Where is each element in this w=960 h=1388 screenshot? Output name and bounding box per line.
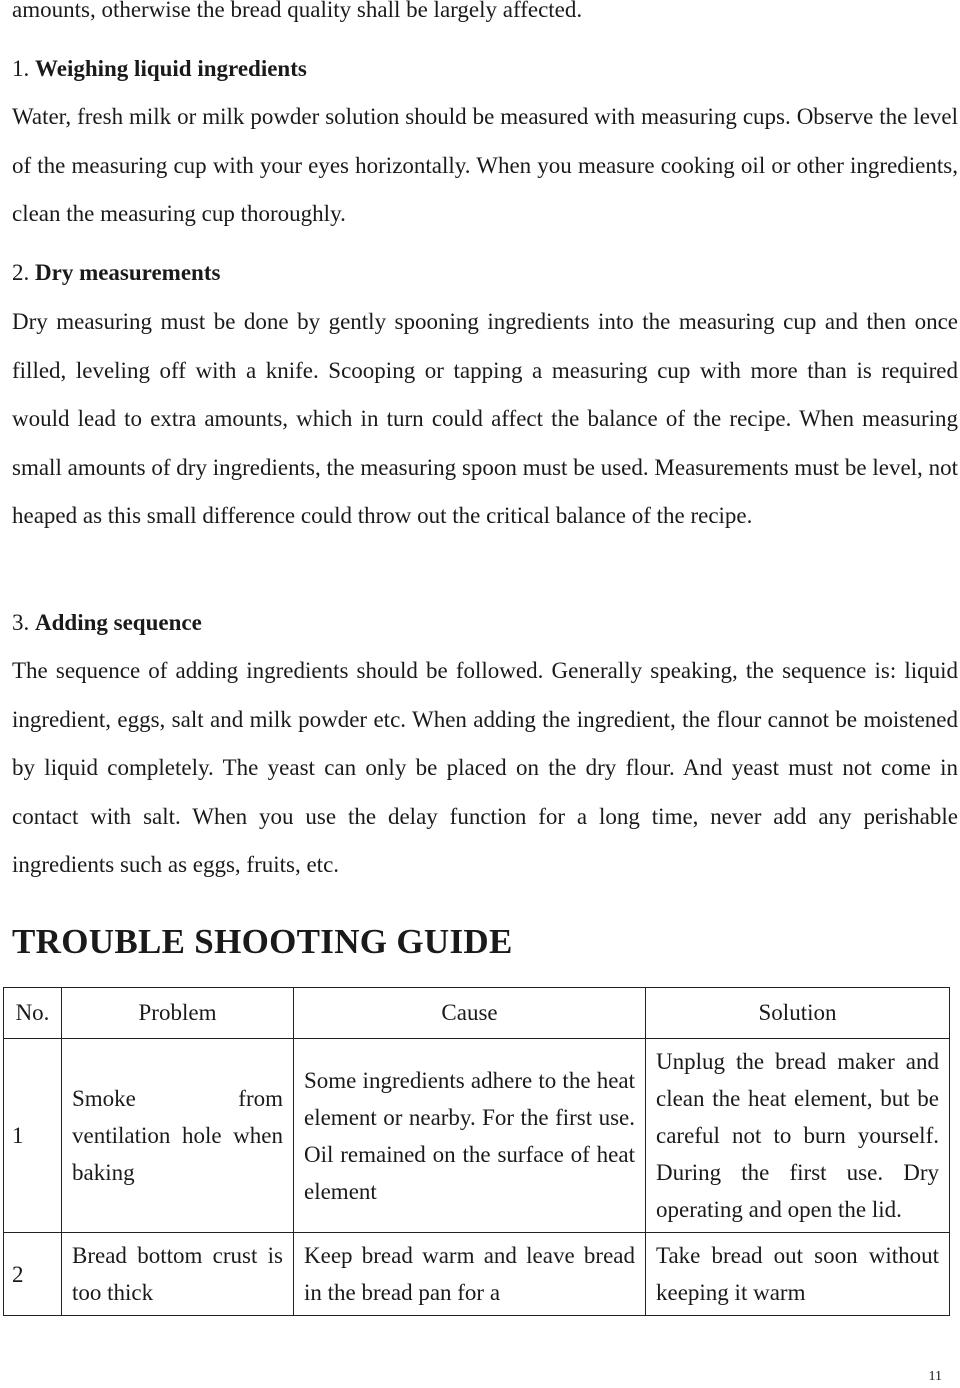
table-header-row bbox=[4, 988, 950, 1039]
row-problem: Bread bottom crust is too thick bbox=[62, 1233, 294, 1316]
row-solution: Take bread out soon without keeping it warm bbox=[646, 1233, 950, 1316]
header-problem: Problem bbox=[62, 988, 294, 1039]
header-solution: Solution bbox=[646, 988, 950, 1039]
section-1-heading bbox=[12, 54, 307, 84]
trouble-shooting-table bbox=[3, 987, 950, 1316]
section-3-number: 3. bbox=[12, 610, 30, 635]
table-row bbox=[4, 1233, 950, 1316]
section-2-heading bbox=[12, 258, 220, 288]
intro-line: amounts, otherwise the bread quality shall be largely affected. bbox=[12, 0, 583, 22]
row-cause: Some ingredients adhere to the heat element or nearby. For the first use. Oil remained on the surface of heat element bbox=[294, 1039, 646, 1233]
header-no: No. bbox=[4, 988, 62, 1039]
section-1-body: Water, fresh milk or milk powder solution should be measured with measuring cups. Observe the level of the measuring cup with your eyes horizontally. When you measure cooking oil or other ingredients, clean the measuring cup thoroughly. bbox=[12, 104, 958, 226]
row-solution: Unplug the bread maker and clean the heat element, but be careful not to burn yourself. During the first use. Dry operating and open the lid. bbox=[646, 1039, 950, 1233]
page-number: 11 bbox=[928, 1369, 942, 1384]
section-1-number: 1. bbox=[12, 56, 30, 81]
section-1-title: Weighing liquid ingredients bbox=[35, 56, 307, 81]
section-3-title: Adding sequence bbox=[35, 610, 202, 635]
header-cause: Cause bbox=[294, 988, 646, 1039]
section-3-heading bbox=[12, 608, 202, 638]
table-row bbox=[4, 1039, 950, 1233]
section-2-title: Dry measurements bbox=[35, 260, 221, 285]
row-no: 2 bbox=[4, 1233, 62, 1316]
row-cause: Keep bread warm and leave bread in the bread pan for a bbox=[294, 1233, 646, 1316]
section-2-body: Dry measuring must be done by gently spooning ingredients into the measuring cup and then once filled, leveling off with a knife. Scooping or tapping a measuring cup with more than is required would lead to extra amounts, which in turn could affect the balance of the recipe. When measuring small amounts of dry ingredients, the measuring spoon must be used. Measurements must be level, not heaped as this small difference could throw out the critical balance of the recipe. bbox=[12, 309, 958, 528]
section-3-body: The sequence of adding ingredients should be followed. Generally speaking, the sequence is: liquid ingredient, eggs, salt and milk powder etc. When adding the ingredient, the flour cannot be moistened by liquid completely. The yeast can only be placed on the dry flour. And yeast must not come in contact with salt. When you use the delay function for a long time, never add any perishable ingredients such as eggs, fruits, etc. bbox=[12, 658, 958, 877]
section-2-number: 2. bbox=[12, 260, 30, 285]
row-problem: Smoke from ventilation hole when baking bbox=[62, 1039, 294, 1233]
guide-title: TROUBLE SHOOTING GUIDE bbox=[12, 922, 513, 961]
row-no: 1 bbox=[4, 1039, 62, 1233]
